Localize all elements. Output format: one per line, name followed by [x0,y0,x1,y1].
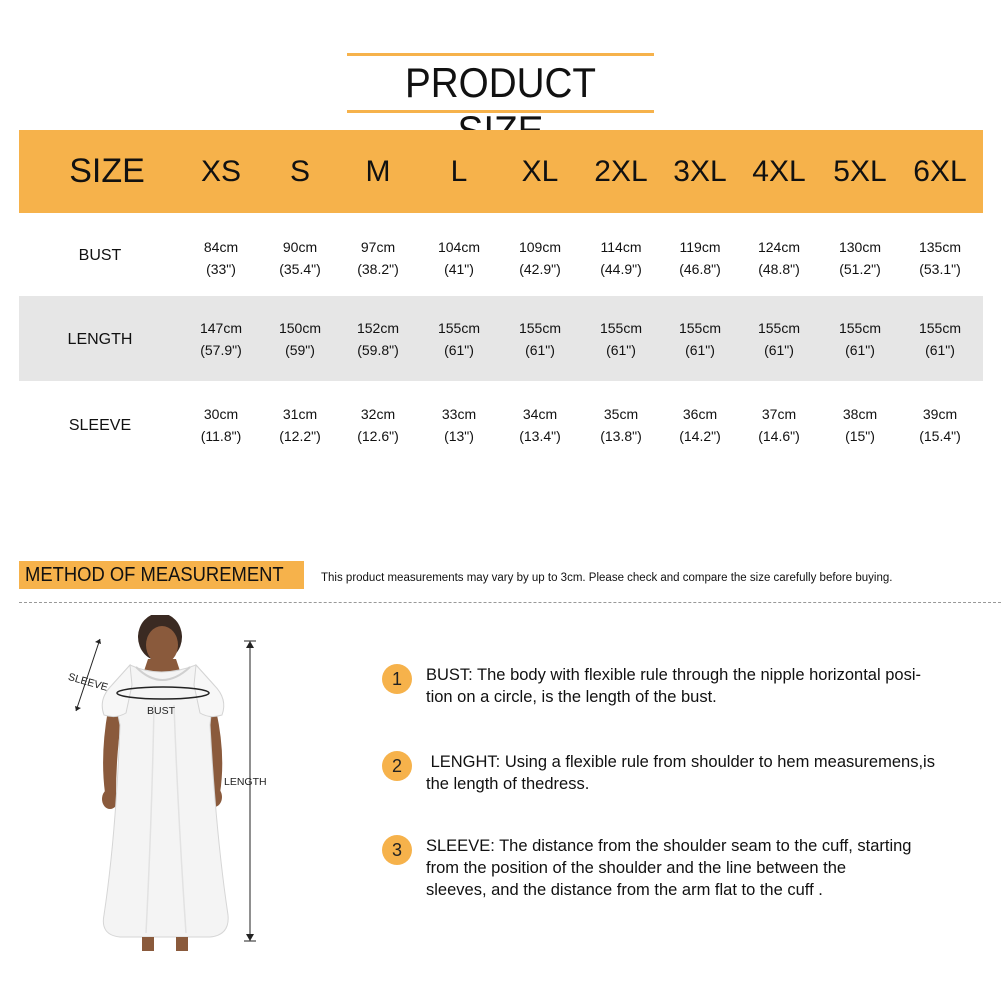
table-cell: 31cm (12.2") [279,406,321,444]
table-row-sleeve [19,381,983,466]
table-cell: 97cm (38.2") [357,239,399,277]
table-cell: 32cm (12.6") [357,406,399,444]
table-cell: 155cm (61") [678,320,722,358]
table-cell: 34cm (13.4") [519,406,561,444]
table-cell: 39cm (15.4") [919,406,961,444]
table-cell: 130cm (51.2") [838,239,882,277]
page-title: PRODUCT [404,59,597,106]
table-cell: 35cm (13.8") [600,406,642,444]
measurement-disclaimer: This product measurements may vary by up to 3cm. Please check and compare the size carefully before buying. [321,572,893,584]
step-number-badge: 3 [382,835,412,865]
table-cell: 90cm (35.4") [279,239,321,277]
bust-label: BUST [147,705,176,717]
size-table-header [19,130,983,213]
step-text: SLEEVE: The distance from the shoulder seam to the cuff, starting from the position of the shoulder and the line between the sleeves, and the distance from the arm flat to the cuff . [426,837,912,899]
title-bottom-rule [347,110,654,113]
size-col-6xl: 6XL [913,155,967,188]
dress-model-figure [50,615,300,985]
table-cell: 33cm (13") [441,406,477,444]
table-cell: 155cm (61") [437,320,481,358]
table-row-length [19,296,983,381]
size-col-xl: XL [521,155,559,188]
dress-illustration [50,615,300,985]
row-label: SLEEVE [68,417,132,434]
step-text: LENGHT: Using a flexible rule from shoulder to hem measuremens,is the length of thedress. [426,753,935,793]
table-cell: 150cm (59") [278,320,322,358]
title-top-rule [347,53,654,56]
size-col-s: S [289,155,310,188]
size-col-3xl: 3XL [673,155,727,188]
row-label: LENGTH [67,331,133,348]
table-cell: 104cm (41") [437,239,481,277]
method-heading-tab [19,561,304,589]
table-cell: 152cm (59.8") [356,320,400,358]
table-cell: 114cm (44.9") [600,239,642,277]
table-cell: 37cm (14.6") [758,406,800,444]
size-col-5xl: 5XL [833,155,887,188]
step-number-badge: 1 [382,664,412,694]
table-cell: 84cm (33") [203,239,239,277]
table-cell: 38cm (15") [842,406,878,444]
size-col-xs: XS [200,155,242,188]
table-cell: 30cm (11.8") [200,406,242,444]
length-label: LENGTH [224,776,267,788]
size-col-4xl: 4XL [752,155,806,188]
table-cell: 155cm (61") [518,320,562,358]
size-col-2xl: 2XL [594,155,648,188]
table-cell: 155cm (61") [757,320,801,358]
table-row-bust [19,214,983,296]
table-cell: 135cm (53.1") [918,239,962,277]
sleeve-label: SLEEVE [66,671,110,694]
section-divider [19,602,1001,603]
size-col-m: M [365,155,391,188]
row-label: BUST [78,247,122,264]
size-col-l: L [450,155,468,188]
table-cell: 36cm (14.2") [679,406,721,444]
table-cell: 147cm (57.9") [199,320,243,358]
table-cell: 155cm (61") [599,320,643,358]
table-cell: 155cm (61") [918,320,962,358]
table-cell: 119cm (46.8") [679,239,721,277]
table-cell: 109cm (42.9") [518,239,562,277]
step-number-badge: 2 [382,751,412,781]
table-cell: 155cm (61") [838,320,882,358]
size-header-label: SIZE [69,152,145,190]
step-text: BUST: The body with flexible rule through the nipple horizontal posi- tion on a circle, is the length of the bust. [426,666,921,706]
page-title-block [347,53,654,113]
table-cell: 124cm (48.8") [757,239,801,277]
method-heading: METHOD OF MEASUREMENT [25,564,284,586]
